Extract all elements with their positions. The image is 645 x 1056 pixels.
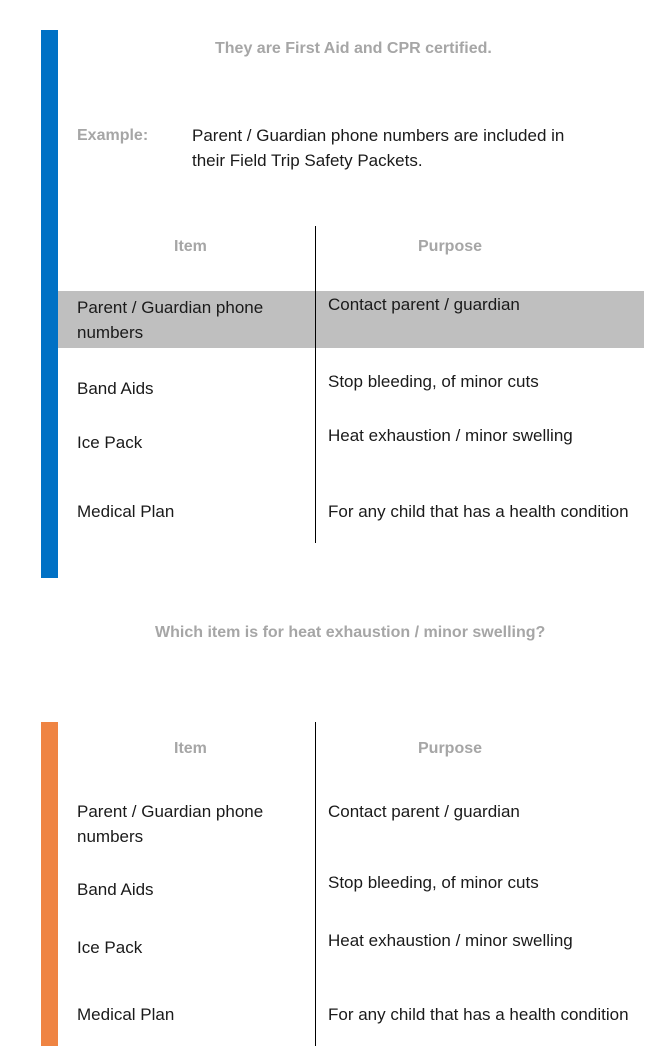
table-2-column-divider: [315, 722, 316, 1046]
row-purpose: Contact parent / guardian: [328, 802, 520, 821]
row-item-line-2[interactable]: numbers: [77, 827, 144, 846]
row-item: Medical Plan: [77, 502, 175, 521]
row-purpose: Stop bleeding, of minor cuts: [328, 372, 539, 391]
table-1-purpose-header: Purpose: [418, 238, 483, 255]
certified-statement: They are First Aid and CPR certified.: [215, 40, 492, 57]
row-item[interactable]: Ice Pack: [77, 938, 143, 957]
table-2-purpose-header: Purpose: [418, 740, 483, 757]
question-prompt: Which item is for heat exhaustion / minor swelling?: [155, 624, 546, 641]
row-purpose: Heat exhaustion / minor swelling: [328, 426, 573, 445]
row-item-line-1: Parent / Guardian phone: [77, 298, 264, 317]
example-line-1: Parent / Guardian phone numbers are included in: [192, 126, 565, 145]
row-item-line-2: numbers: [77, 323, 144, 342]
table-1-item-header: Item: [174, 238, 207, 255]
row-purpose: For any child that has a health condition: [328, 1005, 629, 1024]
table-1-column-divider: [315, 226, 316, 543]
row-purpose: For any child that has a health condition: [328, 502, 629, 521]
row-item[interactable]: Band Aids: [77, 880, 154, 899]
row-purpose: Stop bleeding, of minor cuts: [328, 873, 539, 892]
row-purpose: Contact parent / guardian: [328, 295, 520, 314]
table-2-item-header: Item: [174, 740, 207, 757]
row-item: Band Aids: [77, 379, 154, 398]
row-item[interactable]: Medical Plan: [77, 1005, 175, 1024]
row-item: Ice Pack: [77, 433, 143, 452]
blue-accent-bar: [41, 30, 58, 578]
example-label: Example:: [77, 127, 149, 144]
row-purpose: Heat exhaustion / minor swelling: [328, 931, 573, 950]
example-line-2: their Field Trip Safety Packets.: [192, 151, 423, 170]
orange-accent-bar: [41, 722, 58, 1046]
row-item-line-1[interactable]: Parent / Guardian phone: [77, 802, 264, 821]
